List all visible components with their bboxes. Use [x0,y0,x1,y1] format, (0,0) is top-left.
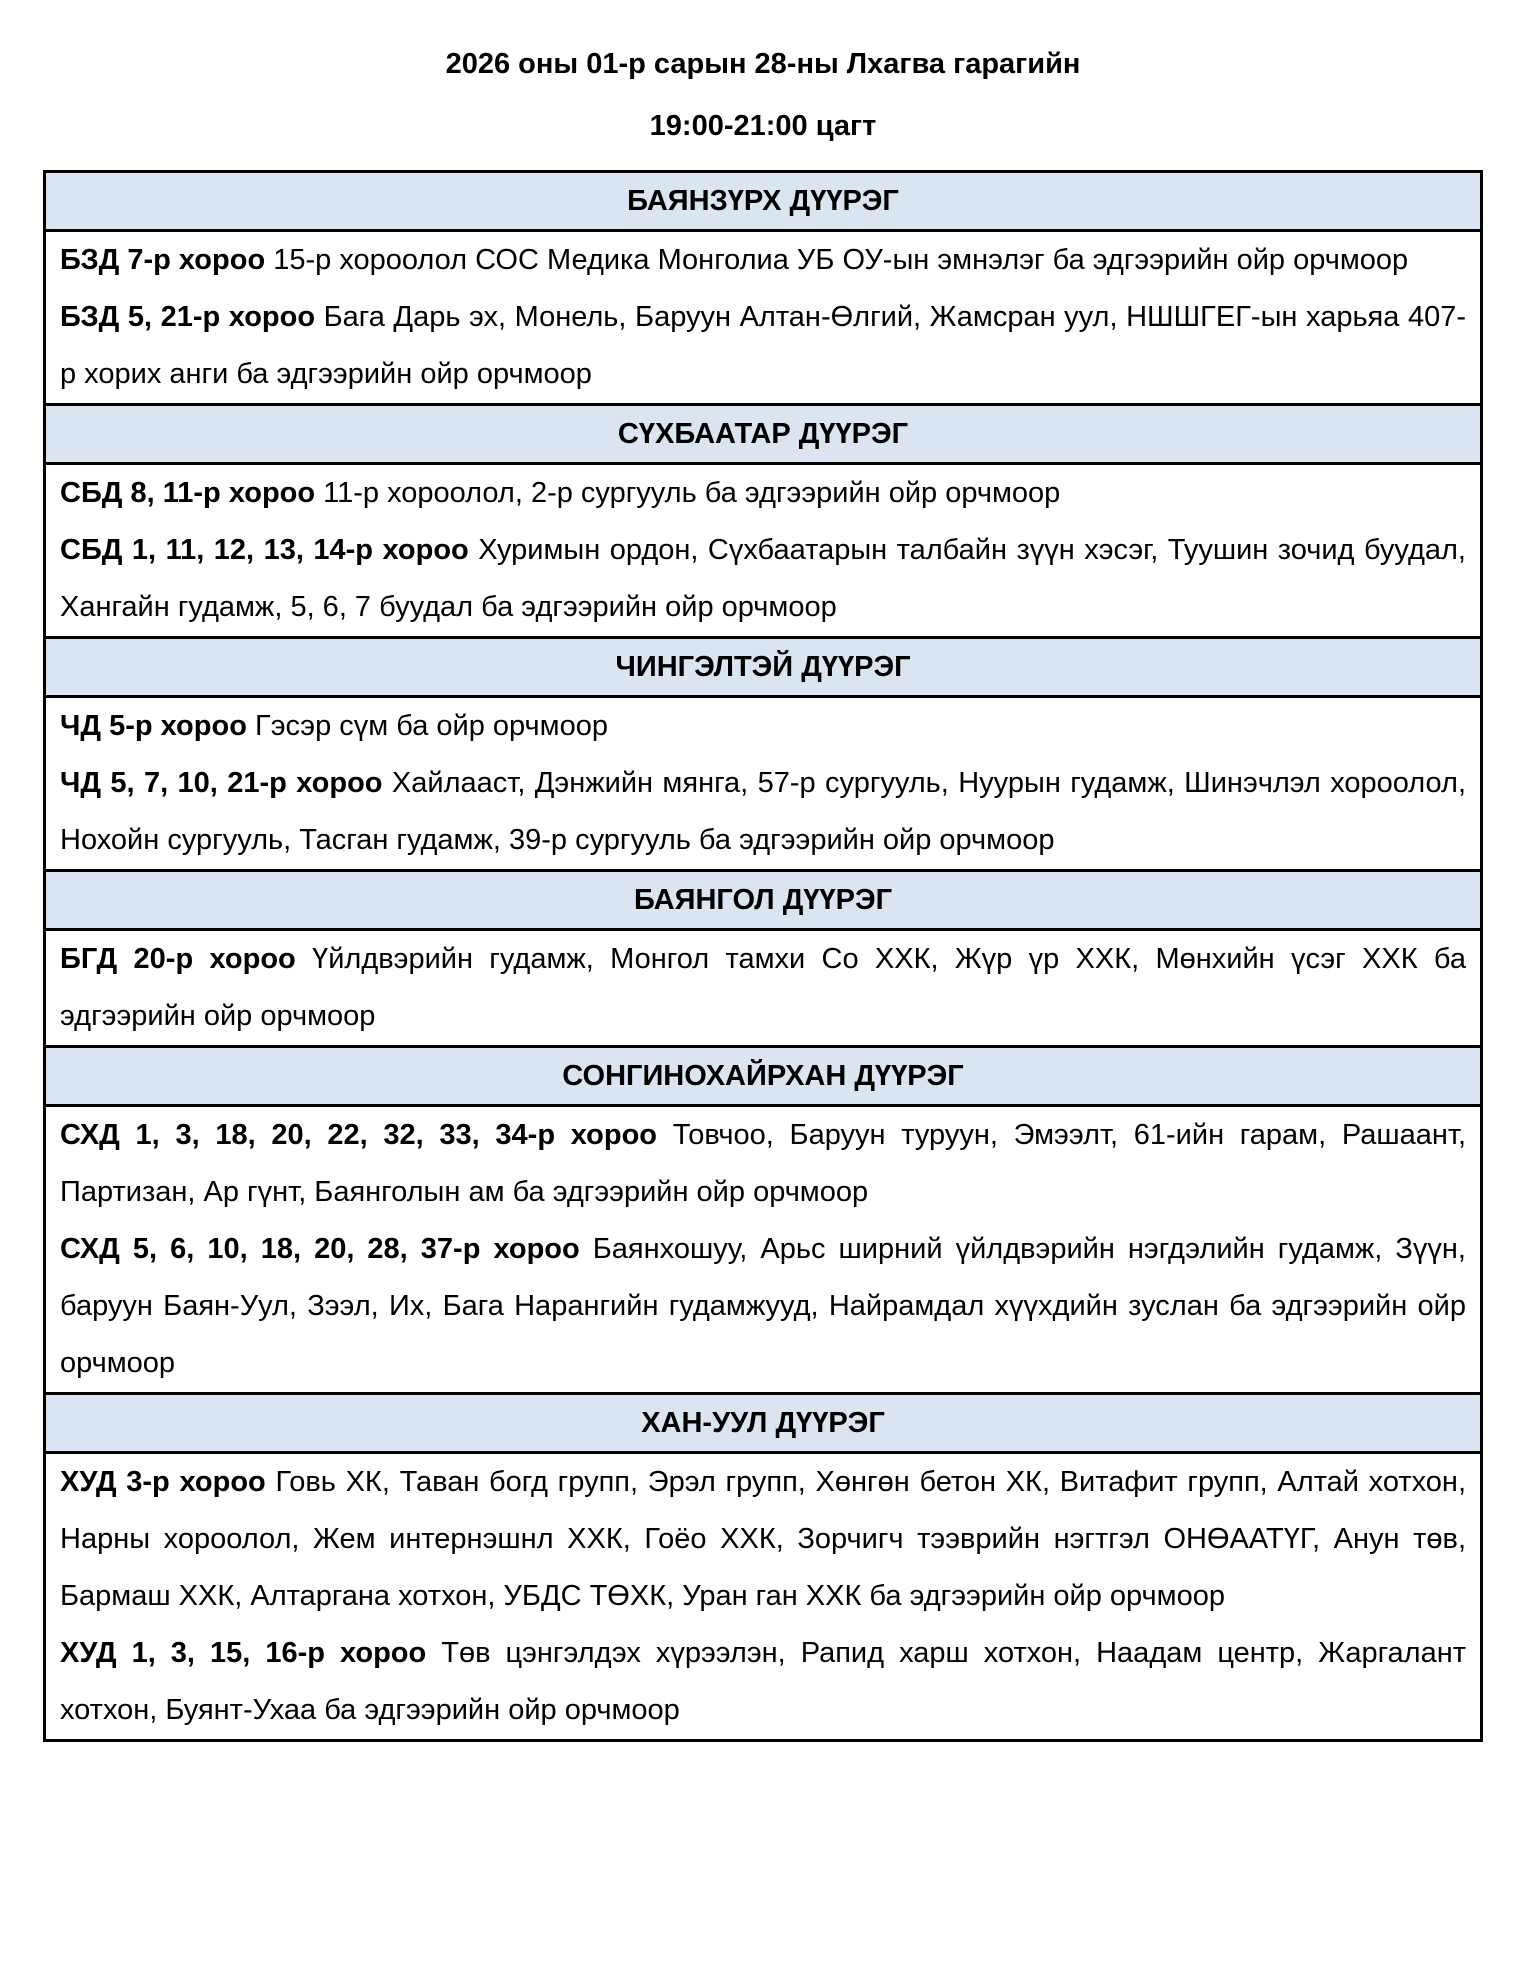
district-header-row [45,1047,1482,1106]
outage-entry [60,1625,1466,1739]
district-header: СҮХБААТАР ДҮҮРЭГ [45,405,1482,464]
outage-entry [60,1221,1466,1392]
areas-text: Гэсэр сүм ба ойр орчмоор [254,710,608,742]
district-entries-cell [45,697,1482,871]
khoroo-label: ХУД 1, 3, 15, 16-р хороо [60,1637,427,1669]
khoroo-label: СХД 1, 3, 18, 20, 22, 32, 33, 34-р хороо [60,1119,658,1151]
district-entries-cell [45,464,1482,638]
district-header-row [45,638,1482,697]
khoroo-label: СБД 8, 11-р хороо [60,477,316,509]
areas-text: Говь ХК, Таван богд групп, Эрэл групп, Хөнгөн бетон ХК, Витафит групп, Алтай хотхон, Нарны хороолол, Жем интернэшнл ХХК, Гоёо ХХК, Зорчигч тээврийн нэгтгэл ОНӨААТҮГ, Анун төв, Бармаш ХХК, Алтаргана хотхон, УБДС ТӨХК, Уран ган ХХК ба эдгээрийн ойр орчмоор [60,1466,1467,1612]
khoroo-label: ЧД 5-р хороо [60,710,247,742]
outage-entry [60,289,1466,403]
khoroo-label: СБД 1, 11, 12, 13, 14-р хороо [60,534,469,566]
outage-entry [60,465,1466,522]
areas-text: Товчоо, Баруун туруун, Эмээлт, 61-ийн гарам, Рашаант, Партизан, Ар гүнт, Баянголын ам ба эдгээрийн ойр орчмоор [60,1119,1466,1208]
district-entries-row [45,930,1482,1047]
khoroo-label: БЗД 5, 21-р хороо [60,301,316,333]
khoroo-label: СХД 5, 6, 10, 18, 20, 28, 37-р хороо [60,1233,580,1265]
khoroo-label: БГД 20-р хороо [60,943,296,975]
district-entries-row [45,697,1482,871]
areas-text: 11-р хороолол, 2-р сургууль ба эдгээрийн ойр орчмоор [323,477,1061,509]
outage-schedule-table [43,170,1483,1742]
areas-text: Хуримын ордон, Сүхбаатарын талбайн зүүн хэсэг, Туушин зочид буудал, Хангайн гудамж, 5, 6, 7 буудал ба эдгээрийн ойр орчмоор [60,534,1466,623]
outage-entry [60,232,1466,289]
khoroo-label: ХУД 3-р хороо [60,1466,266,1498]
district-header-row [45,871,1482,930]
district-entries-row [45,1106,1482,1394]
district-header-row [45,405,1482,464]
district-entries-cell [45,1106,1482,1394]
district-header-row [45,1394,1482,1453]
areas-text: Үйлдвэрийн гудамж, Монгол тамхи Со ХХК, Жүр үр ХХК, Мөнхийн үсэг ХХК ба эдгээрийн ойр орчмоор [60,943,1466,1032]
khoroo-label: БЗД 7-р хороо [60,244,266,276]
district-header: СОНГИНОХАЙРХАН ДҮҮРЭГ [45,1047,1482,1106]
outage-entry [60,1107,1466,1221]
district-header-row [45,172,1482,231]
district-entries-row [45,464,1482,638]
district-header: ХАН-УУЛ ДҮҮРЭГ [45,1394,1482,1453]
document-title [0,46,1526,144]
areas-text: Хайлааст, Дэнжийн мянга, 57-р сургууль, Нуурын гудамж, Шинэчлэл хороолол, Нохойн сургууль, Тасган гудамж, 39-р сургууль ба эдгээрийн ойр орчмоор [60,767,1467,856]
district-entries-row [45,1453,1482,1741]
title-date-line: 2026 оны 01-р сарын 28-ны Лхагва гарагийн [445,48,1081,80]
district-entries-cell [45,930,1482,1047]
outage-entry [60,931,1466,1045]
areas-text: 15-р хороолол СОС Медика Монголиа УБ ОУ-ын эмнэлэг ба эдгээрийн ойр орчмоор [273,244,1409,276]
khoroo-label: ЧД 5, 7, 10, 21-р хороо [60,767,383,799]
district-entries-row [45,231,1482,405]
district-header: ЧИНГЭЛТЭЙ ДҮҮРЭГ [45,638,1482,697]
district-header: БАЯНГОЛ ДҮҮРЭГ [45,871,1482,930]
title-time-line: 19:00-21:00 цагт [649,110,877,142]
areas-text: Баянхошуу, Арьс ширний үйлдвэрийн нэгдэлийн гудамж, Зүүн, баруун Баян-Уул, Зээл, Их, Бага Нарангийн гудамжууд, Найрамдал хүүхдийн зуслан ба эдгээрийн ойр орчмоор [60,1233,1466,1379]
outage-entry [60,755,1466,869]
outage-entry [60,698,1466,755]
areas-text: Төв цэнгэлдэх хүрээлэн, Рапид харш хотхон, Наадам центр, Жаргалант хотхон, Буянт-Ухаа ба эдгээрийн ойр орчмоор [60,1637,1467,1726]
district-entries-cell [45,231,1482,405]
outage-entry [60,1454,1466,1625]
district-header: БАЯНЗҮРХ ДҮҮРЭГ [45,172,1482,231]
areas-text: Бага Дарь эх, Монель, Баруун Алтан-Өлгий, Жамсран уул, НШШГЕГ-ын харьяа 407-р хорих анги ба эдгээрийн ойр орчмоор [60,301,1466,390]
outage-table-body [45,172,1482,1741]
outage-entry [60,522,1466,636]
district-entries-cell [45,1453,1482,1741]
